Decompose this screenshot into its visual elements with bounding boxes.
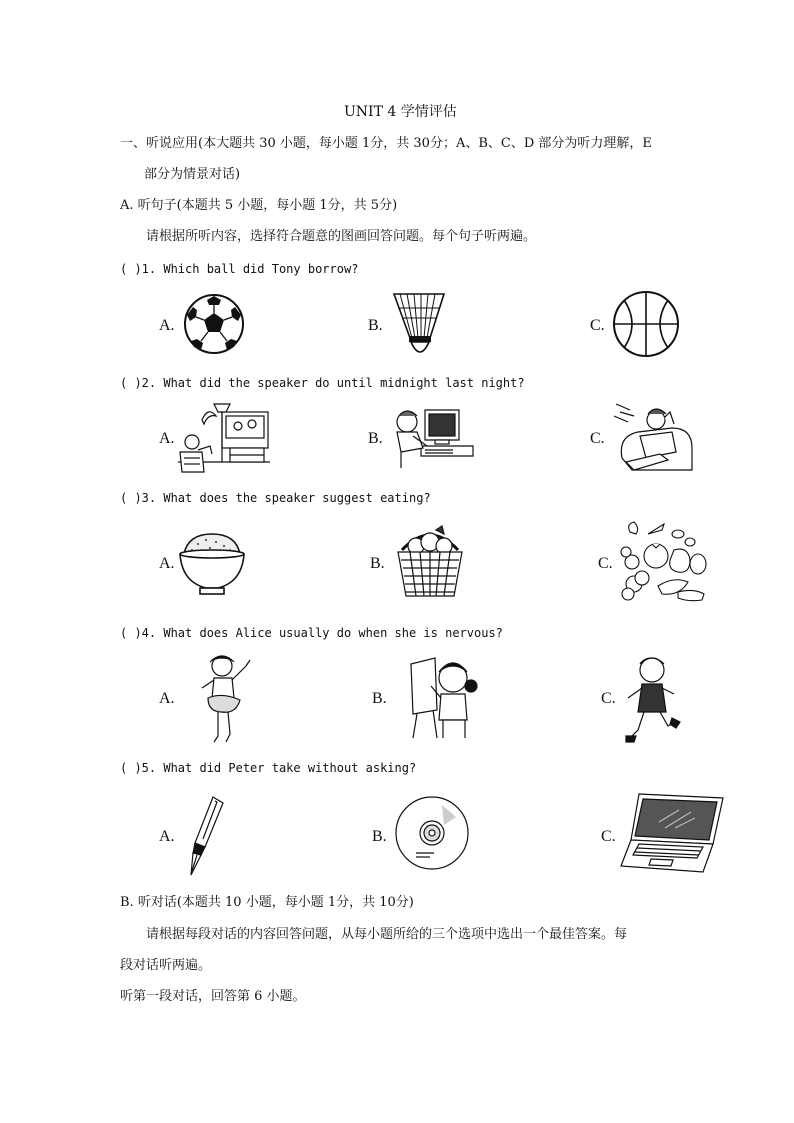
question-5: ( )5. What did Peter take without asking?	[120, 761, 417, 775]
basketball-icon	[612, 290, 680, 362]
shuttlecock-icon	[390, 290, 448, 364]
q4-option-b-label: B.	[372, 690, 387, 707]
vegetables-icon	[618, 520, 708, 610]
laptop-icon	[619, 792, 725, 878]
watching-tv-icon	[178, 400, 270, 480]
part-b-sub-instruction: 听第一段对话，回答第 6 小题。	[120, 989, 306, 1004]
running-girl-icon	[624, 652, 682, 750]
q5-option-c-label: C.	[601, 828, 616, 845]
q3-option-c-label: C.	[598, 555, 613, 572]
section-heading-line1: 一、听说应用(本大题共 30 小题，每小题 1分，共 30分；A、B、C、D 部分为听力理解，E	[120, 136, 652, 151]
cd-icon	[394, 795, 470, 875]
q3-option-a-label: A.	[159, 555, 175, 572]
part-b-heading: B. 听对话(本题共 10 小题，每小题 1分，共 10分)	[120, 895, 414, 910]
question-1: ( )1. Which ball did Tony borrow?	[120, 262, 359, 276]
page-title: UNIT 4 学情评估	[344, 104, 457, 120]
soccer-ball-icon	[183, 293, 245, 359]
q2-option-c-label: C.	[590, 430, 605, 447]
question-4: ( )4. What does Alice usually do when she is nervous?	[120, 626, 503, 640]
question-3: ( )3. What does the speaker suggest eating?	[120, 491, 431, 505]
dancing-girl-icon	[200, 652, 254, 750]
q4-option-c-label: C.	[601, 690, 616, 707]
part-a-heading: A. 听句子(本题共 5 小题，每小题 1分，共 5分)	[120, 198, 398, 213]
q5-option-a-label: A.	[159, 828, 175, 845]
q4-option-a-label: A.	[159, 690, 175, 707]
drawing-girl-icon	[407, 654, 481, 746]
fountain-pen-icon	[183, 795, 227, 881]
q1-option-a-label: A.	[159, 317, 175, 334]
talking-on-phone-icon	[612, 402, 696, 478]
using-computer-icon	[393, 406, 475, 474]
part-a-instruction: 请根据所听内容，选择符合题意的图画回答问题。每个句子听两遍。	[146, 229, 537, 244]
section-heading-line2: 部分为情景对话)	[144, 167, 241, 182]
q1-option-c-label: C.	[590, 317, 605, 334]
fruit-basket-icon	[392, 524, 468, 604]
rice-bowl-icon	[178, 530, 246, 600]
part-b-instruction-line2: 段对话听两遍。	[120, 958, 212, 973]
q2-option-b-label: B.	[368, 430, 383, 447]
q1-option-b-label: B.	[368, 317, 383, 334]
q3-option-b-label: B.	[370, 555, 385, 572]
part-b-instruction-line1: 请根据每段对话的内容回答问题，从每小题所给的三个选项中选出一个最佳答案。每	[146, 927, 628, 942]
q5-option-b-label: B.	[372, 828, 387, 845]
question-2: ( )2. What did the speaker do until midnight last night?	[120, 376, 525, 390]
q2-option-a-label: A.	[159, 430, 175, 447]
